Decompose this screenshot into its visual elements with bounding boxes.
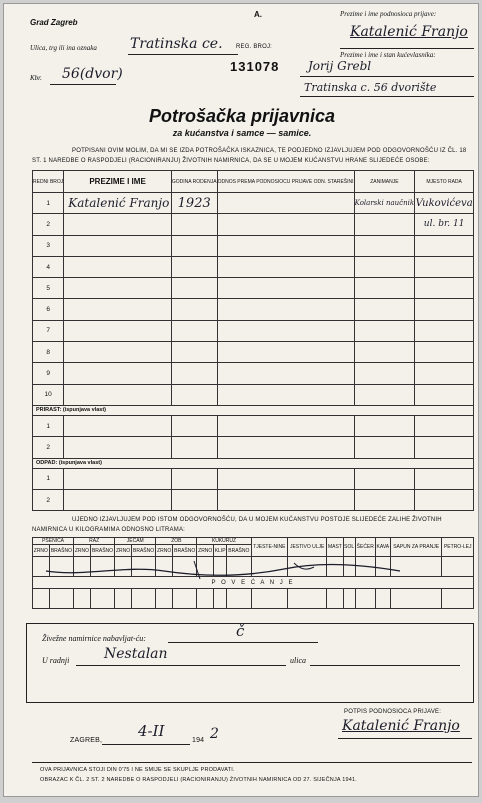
person-occupation: Kolarski naučnik: [354, 193, 415, 214]
stock-intro-text: UJEDNO IZJAVLJUJEM POD ISTOM ODGOVORNOŠĆU, DA U MOJEM KUĆANSTVU POSTOJE SLIJEDEĆE ZALIHE ŽIVOTNIH NAMIRNICA U KILOGRAMIMA ODNOSNO LITRAMA:: [32, 517, 442, 533]
strike-scribble: [44, 557, 404, 581]
sub-flour: BRAŠNO: [131, 545, 155, 557]
table-row: [33, 489, 474, 510]
header-relation: ODNOS PREMA PODNOSIOCU PRIJAVE ODN. STAREŠINI: [217, 171, 354, 193]
sub-flour: BRAŠNO: [227, 545, 251, 557]
price-note: OVA PRIJAVNICA STOJI DIN 0'75 I NE SMIJE SE SKUPLJE PRODAVATI.: [40, 767, 235, 773]
applicant-name: Katalenić Franjo: [350, 24, 468, 40]
form-subtitle: za kućanstva i samce — samice.: [172, 128, 312, 138]
stock-lard: MAST: [327, 538, 343, 557]
place-label: ZAGREB,: [70, 737, 103, 744]
table-row: [33, 468, 474, 489]
row-number: 5: [33, 278, 64, 299]
row-number: 3: [33, 235, 64, 256]
row-number: 1: [33, 415, 64, 436]
stock-rye: RAŽ: [74, 538, 115, 545]
table-row: [33, 415, 474, 436]
table-row: [33, 320, 474, 341]
street-value: Tratinska ce.: [130, 36, 223, 52]
stock-salt: SOL: [343, 538, 355, 557]
landlord-name: Jorij Grebl: [308, 59, 372, 73]
header-name: PREZIME I IME: [64, 171, 172, 193]
regulation-note: OBRAZAC K ČL. 2 ST. 2 NAREDBE O RASPODJELI (RACIONIRANJU) ŽIVOTNIH NAMIRNICA OD 27. SIJEČNJA 1941.: [40, 777, 357, 783]
header-occupation: ZANIMANJE: [354, 171, 415, 193]
table-row: [33, 437, 474, 458]
city-label: Grad Zagreb: [30, 18, 78, 27]
stock-pasta: TJESTE-NINE: [251, 538, 288, 557]
row-number: 1: [33, 468, 64, 489]
person-birth-year: 1923: [171, 193, 217, 214]
person-name: Katalenić Franjo: [64, 193, 172, 214]
signature: Katalenić Franjo: [342, 718, 460, 734]
row-number: 8: [33, 342, 64, 363]
table-row: [33, 256, 474, 277]
sub-cob: KLIP: [214, 545, 227, 557]
sub-flour: BRAŠNO: [49, 545, 73, 557]
shop-label: U radnji: [42, 656, 70, 665]
persons-table: [32, 170, 474, 511]
table-row: [33, 193, 474, 214]
sub-grain: ZRNO: [74, 545, 91, 557]
row-number: 6: [33, 299, 64, 320]
table-row: [33, 235, 474, 256]
table-row: [33, 299, 474, 320]
table-row: [33, 278, 474, 299]
person-workplace: Vukovićeva: [415, 193, 474, 214]
increase-section-label: PRIRAST: (ispunjava vlast): [33, 405, 474, 415]
person-relation: [217, 193, 354, 214]
shop-value: Nestalan: [104, 646, 168, 662]
purchase-label: Živežne namirnice nabavljat-ću:: [42, 634, 146, 643]
consumer-registration-form: [3, 3, 479, 797]
shop-street-label: ulica: [290, 656, 306, 665]
sub-grain: ZRNO: [156, 545, 173, 557]
table-row: [33, 342, 474, 363]
landlord-label: Prezime i ime i stan kućevlasnika:: [340, 51, 436, 59]
reg-number: 131078: [230, 59, 280, 74]
purchase-mark: č: [236, 622, 245, 640]
row-number: 7: [33, 320, 64, 341]
house-number-value: 56(dvor): [62, 66, 123, 82]
person-workplace-cont: ul. br. 11: [415, 214, 474, 235]
row-number: 4: [33, 256, 64, 277]
stock-barley: JEČAM: [115, 538, 156, 545]
stock-corn: KUKURUZ: [197, 538, 251, 545]
sub-grain: ZRNO: [197, 545, 214, 557]
stock-coffee: KAVA: [375, 538, 390, 557]
sub-flour: BRAŠNO: [173, 545, 197, 557]
stock-oil: JESTIVO ULJE: [288, 538, 327, 557]
sub-grain: ZRNO: [33, 545, 50, 557]
signature-label: POTPIS PODNOSIOCA PRIJAVE:: [344, 709, 442, 715]
row-number: 9: [33, 363, 64, 384]
stock-sugar: ŠEĆER: [355, 538, 375, 557]
form-letter: A.: [254, 10, 262, 19]
date-value: 4-II: [138, 722, 165, 740]
form-title: Potrošačka prijavnica: [148, 106, 336, 126]
landlord-address: Tratinska c. 56 dvorište: [304, 81, 437, 94]
stock-soap: SAPUN ZA PRANJE: [390, 538, 442, 557]
header-workplace: MJESTO RADA: [415, 171, 474, 193]
row-number: 2: [33, 214, 64, 235]
stock-wheat: PŠENICA: [33, 538, 74, 545]
stock-oats: ZOB: [156, 538, 197, 545]
row-number: 2: [33, 437, 64, 458]
table-row: [33, 384, 474, 405]
header-year: GODINA RODENJA: [171, 171, 217, 193]
row-number: 2: [33, 489, 64, 510]
sub-flour: BRAŠNO: [90, 545, 114, 557]
intro-text: POTPISANI OVIM MOLIM, DA MI SE IZDA POTROŠAČKA ISKAZNICA, TE PODJEDNO IZJAVLJUJEM POD ODGOVORNOŠĆU IZ ČL. 18 ST. 1 NAREDBE O RASPODJELI (RACIONIRANJU) ŽIVOTNIH NAMIRNICA, DA SE U MOJEM KUĆANSTVU HRANE SLIJEDEĆE OSOBE:: [32, 148, 467, 164]
year-label: 194: [192, 737, 205, 744]
year-handwritten: 2: [210, 726, 219, 742]
street-label: Ulica, trg ili ina oznaka: [30, 44, 97, 52]
row-number: 10: [33, 384, 64, 405]
stock-petroleum: PETRO-LEJ: [442, 538, 474, 557]
applicant-label: Prezime i ime podnosioca prijave:: [340, 10, 437, 18]
table-row: [33, 363, 474, 384]
stock-increase-label: P O V E Ć A N J E: [33, 577, 474, 589]
row-number: 1: [33, 193, 64, 214]
house-number-label: Kbr.: [30, 74, 42, 82]
reg-number-label: REG. BROJ:: [236, 44, 273, 50]
table-row: [33, 214, 474, 235]
header-number: REDNI BROJ: [33, 171, 64, 193]
sub-grain: ZRNO: [115, 545, 132, 557]
decrease-section-label: ODPAD: (ispunjava vlast): [33, 458, 474, 468]
